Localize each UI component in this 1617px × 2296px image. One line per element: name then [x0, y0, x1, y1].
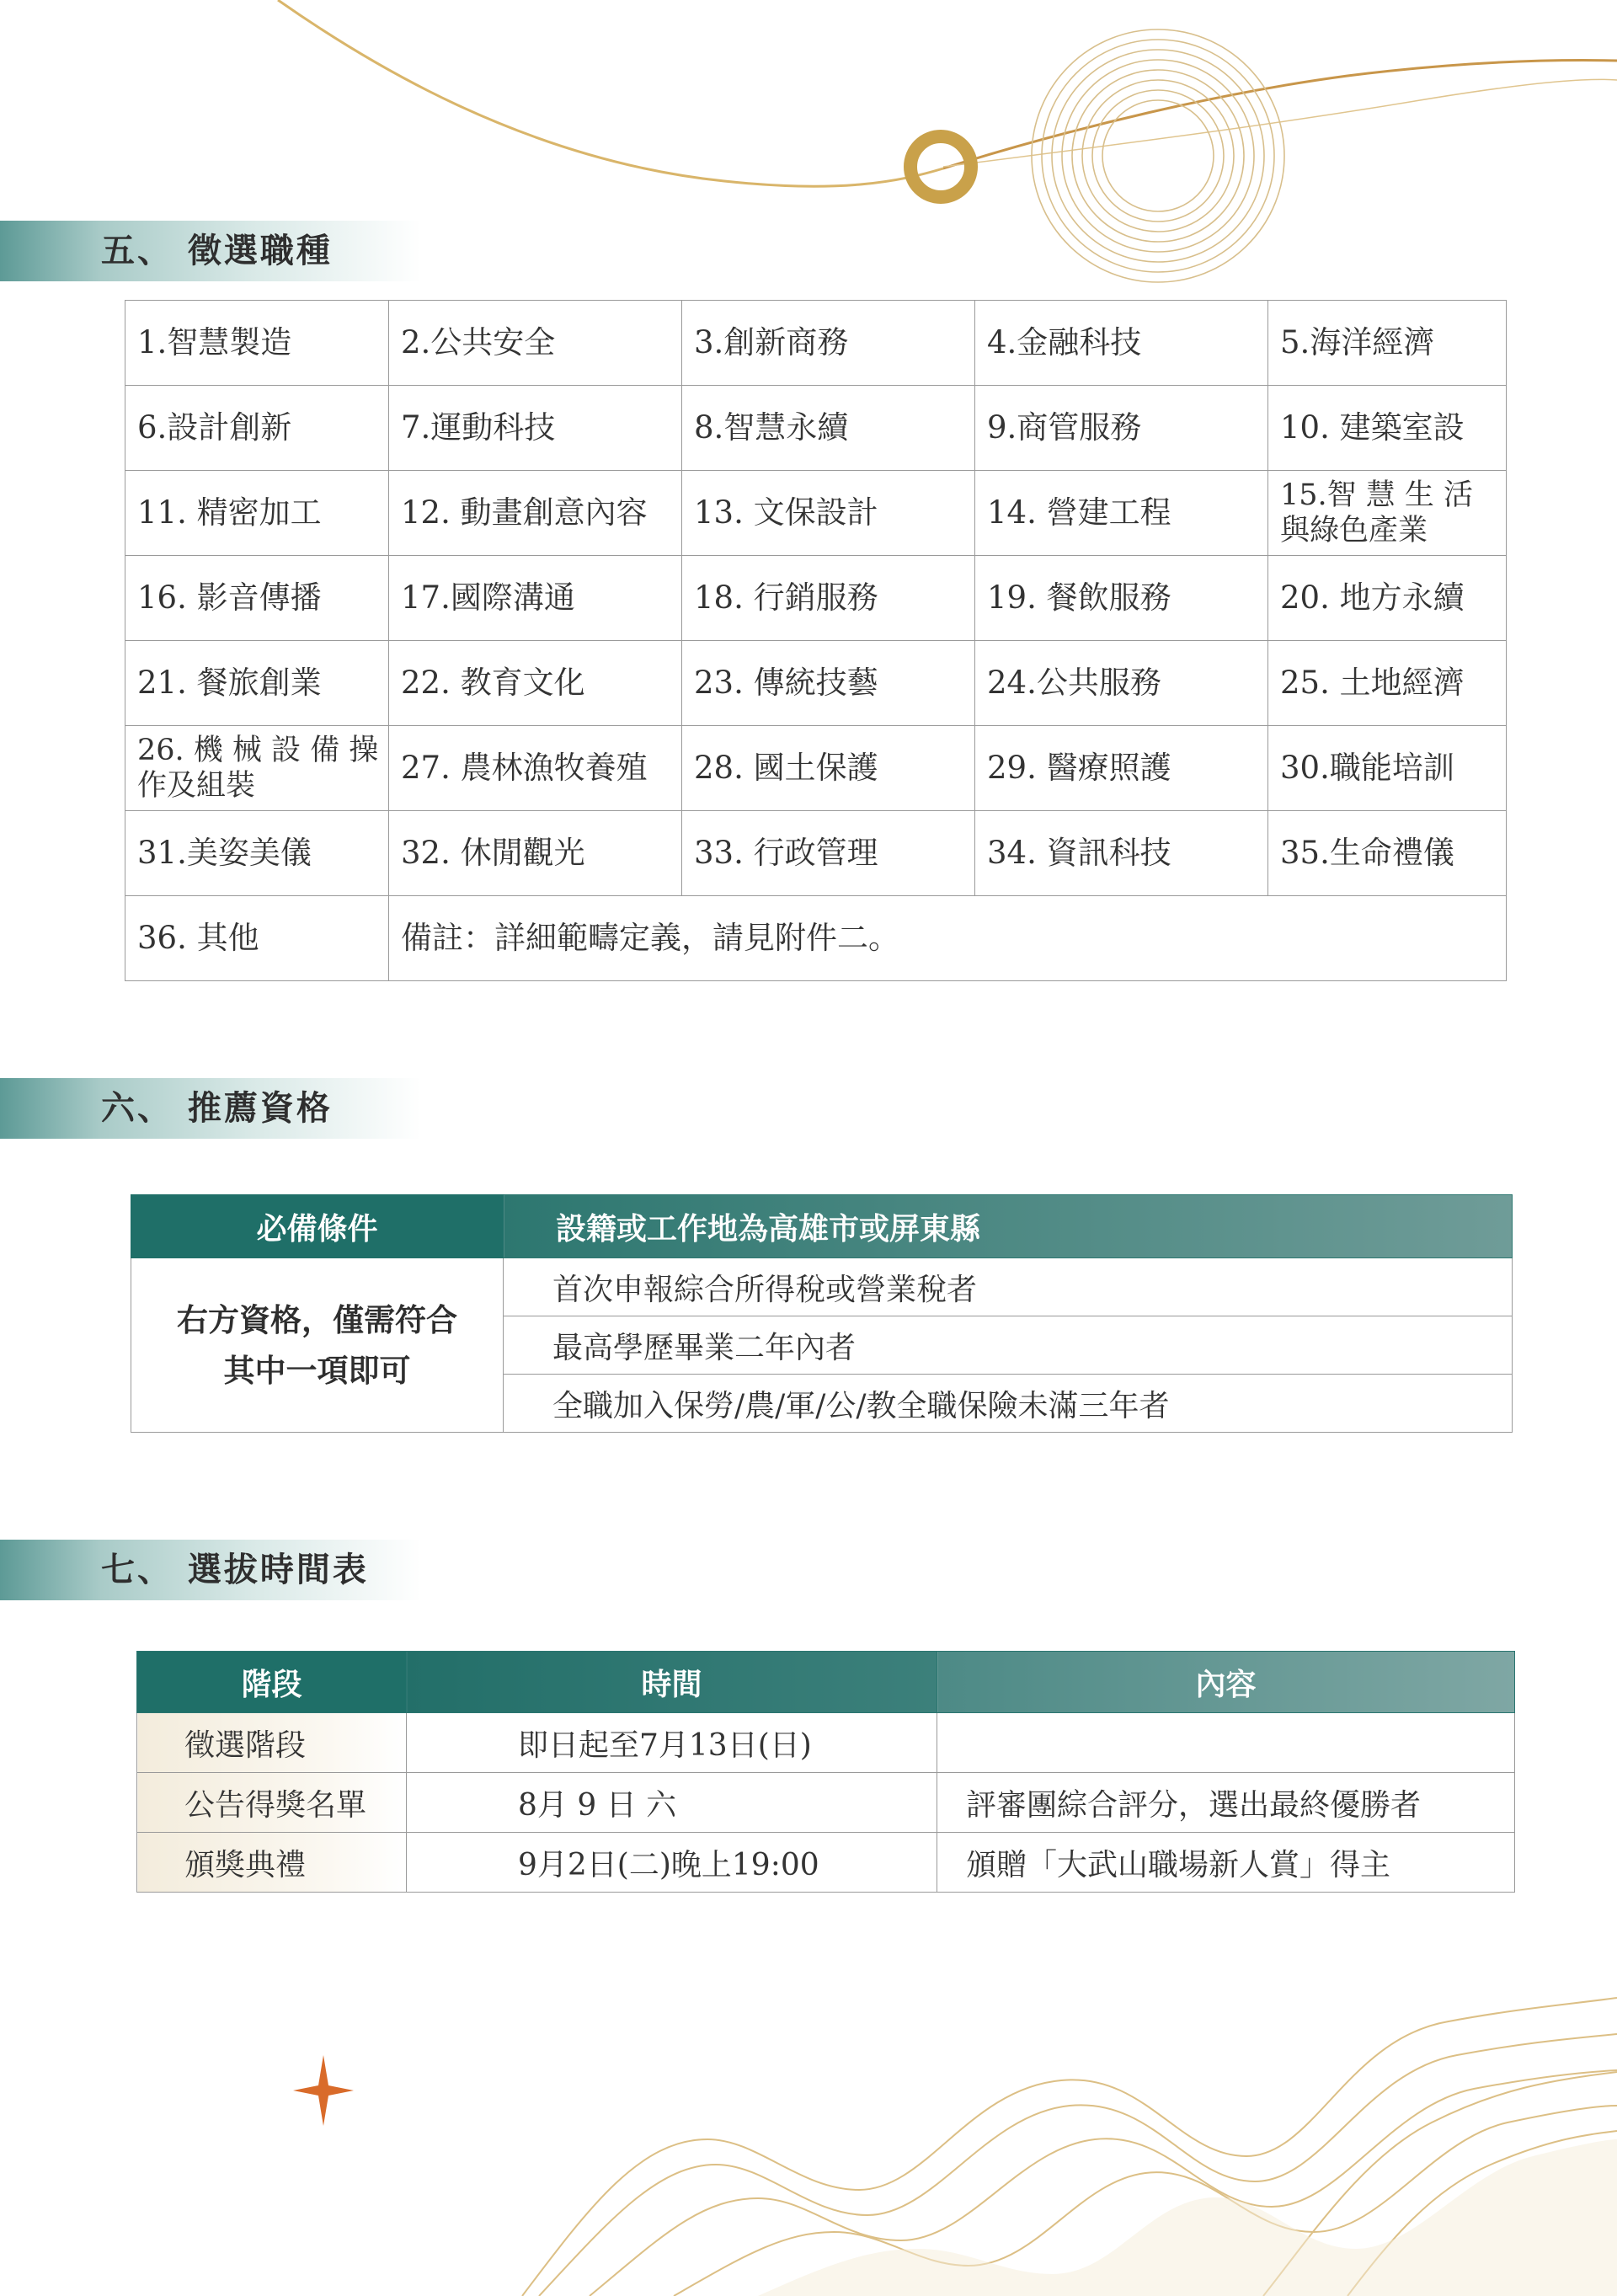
job-category-cell: 17.國際溝通: [389, 556, 682, 641]
eligibility-table: [131, 1194, 1513, 1433]
table-row: [125, 641, 1507, 726]
job-category-cell: 35.生命禮儀: [1268, 811, 1507, 896]
section-header-schedule: [0, 1540, 421, 1600]
required-value: 設籍或工作地為高雄市或屏東縣: [504, 1195, 1513, 1258]
table-row: [137, 1713, 1515, 1773]
job-category-cell: 34. 資訊科技: [975, 811, 1268, 896]
table-row: [131, 1195, 1513, 1258]
content-cell: [937, 1713, 1515, 1773]
job-category-cell: 36. 其他: [125, 896, 389, 981]
job-category-cell: 10. 建築室設: [1268, 386, 1507, 471]
table-row: [125, 726, 1507, 811]
table-row: [131, 1258, 1513, 1316]
job-category-cell: 31.美姿美儀: [125, 811, 389, 896]
job-category-cell: 21. 餐旅創業: [125, 641, 389, 726]
job-category-cell: 16. 影音傳播: [125, 556, 389, 641]
job-category-cell: 11. 精密加工: [125, 471, 389, 556]
stage-cell: 公告得獎名單: [137, 1773, 407, 1833]
job-category-cell: 8.智慧永續: [682, 386, 975, 471]
gold-ring-icon: [910, 136, 971, 197]
eligibility-option: 全職加入保勞/農/軍/公/教全職保險未滿三年者: [504, 1375, 1513, 1433]
job-category-cell: 30.職能培訓: [1268, 726, 1507, 811]
column-header: 時間: [407, 1652, 937, 1713]
job-category-cell: 13. 文保設計: [682, 471, 975, 556]
content-cell: 評審團綜合評分，選出最終優勝者: [937, 1773, 1515, 1833]
table-row: [125, 556, 1507, 641]
content-cell: 頒贈「大武山職場新人賞」得主: [937, 1833, 1515, 1893]
time-cell: 即日起至7月13日(日): [407, 1713, 937, 1773]
job-category-cell: 28. 國土保護: [682, 726, 975, 811]
job-category-cell: 6.設計創新: [125, 386, 389, 471]
job-category-cell: 18. 行銷服務: [682, 556, 975, 641]
job-category-table: [125, 300, 1507, 981]
stage-cell: 徵選階段: [137, 1713, 407, 1773]
table-row: [125, 811, 1507, 896]
concentric-circles-ornament: [1032, 29, 1284, 282]
section-header-eligibility: [0, 1078, 421, 1139]
column-header: 內容: [937, 1652, 1515, 1713]
job-category-cell: 15.智 慧 生 活 與綠色產業: [1268, 471, 1507, 556]
section-header-job-categories: [0, 221, 421, 281]
job-category-cell: 3.創新商務: [682, 301, 975, 386]
schedule-table: [136, 1651, 1515, 1893]
table-row: [125, 471, 1507, 556]
eligibility-option: 最高學歷畢業二年內者: [504, 1316, 1513, 1375]
job-category-cell: 12. 動畫創意內容: [389, 471, 682, 556]
job-category-cell: 14. 營建工程: [975, 471, 1268, 556]
section-title: 五、 徵選職種: [101, 231, 333, 270]
job-category-cell: 23. 傳統技藝: [682, 641, 975, 726]
job-category-cell: 5.海洋經濟: [1268, 301, 1507, 386]
table-row: [125, 386, 1507, 471]
job-category-cell: 19. 餐飲服務: [975, 556, 1268, 641]
job-category-cell: 32. 休閒觀光: [389, 811, 682, 896]
job-category-cell: 7.運動科技: [389, 386, 682, 471]
section-title: 七、 選拔時間表: [101, 1550, 369, 1589]
table-row: [137, 1773, 1515, 1833]
time-cell: 8月 9 日 六: [407, 1773, 937, 1833]
job-category-cell: 25. 土地經濟: [1268, 641, 1507, 726]
table-header-row: [137, 1652, 1515, 1713]
table-row: [137, 1833, 1515, 1893]
column-header: 階段: [137, 1652, 407, 1713]
time-cell: 9月2日(二)晚上19:00: [407, 1833, 937, 1893]
remark-cell: 備註：詳細範疇定義，請見附件二。: [389, 896, 1507, 981]
job-category-cell: 24.公共服務: [975, 641, 1268, 726]
job-category-cell: 20. 地方永續: [1268, 556, 1507, 641]
job-category-cell: 27. 農林漁牧養殖: [389, 726, 682, 811]
job-category-cell: 33. 行政管理: [682, 811, 975, 896]
table-row: [125, 896, 1507, 981]
job-category-cell: 22. 教育文化: [389, 641, 682, 726]
job-category-cell: 4.金融科技: [975, 301, 1268, 386]
either-condition-label: 右方資格，僅需符合 其中一項即可: [131, 1258, 504, 1433]
table-row: [125, 301, 1507, 386]
job-category-cell: 9.商管服務: [975, 386, 1268, 471]
job-category-cell: 2.公共安全: [389, 301, 682, 386]
required-label: 必備條件: [131, 1195, 504, 1258]
job-category-cell: 1.智慧製造: [125, 301, 389, 386]
sparkle-icon: [293, 2055, 354, 2126]
stage-cell: 頒獎典禮: [137, 1833, 407, 1893]
eligibility-option: 首次申報綜合所得稅或營業稅者: [504, 1258, 1513, 1316]
section-title: 六、 推薦資格: [101, 1088, 333, 1128]
job-category-cell: 29. 醫療照護: [975, 726, 1268, 811]
job-category-cell: 26. 機 械 設 備 操作及組裝: [125, 726, 389, 811]
